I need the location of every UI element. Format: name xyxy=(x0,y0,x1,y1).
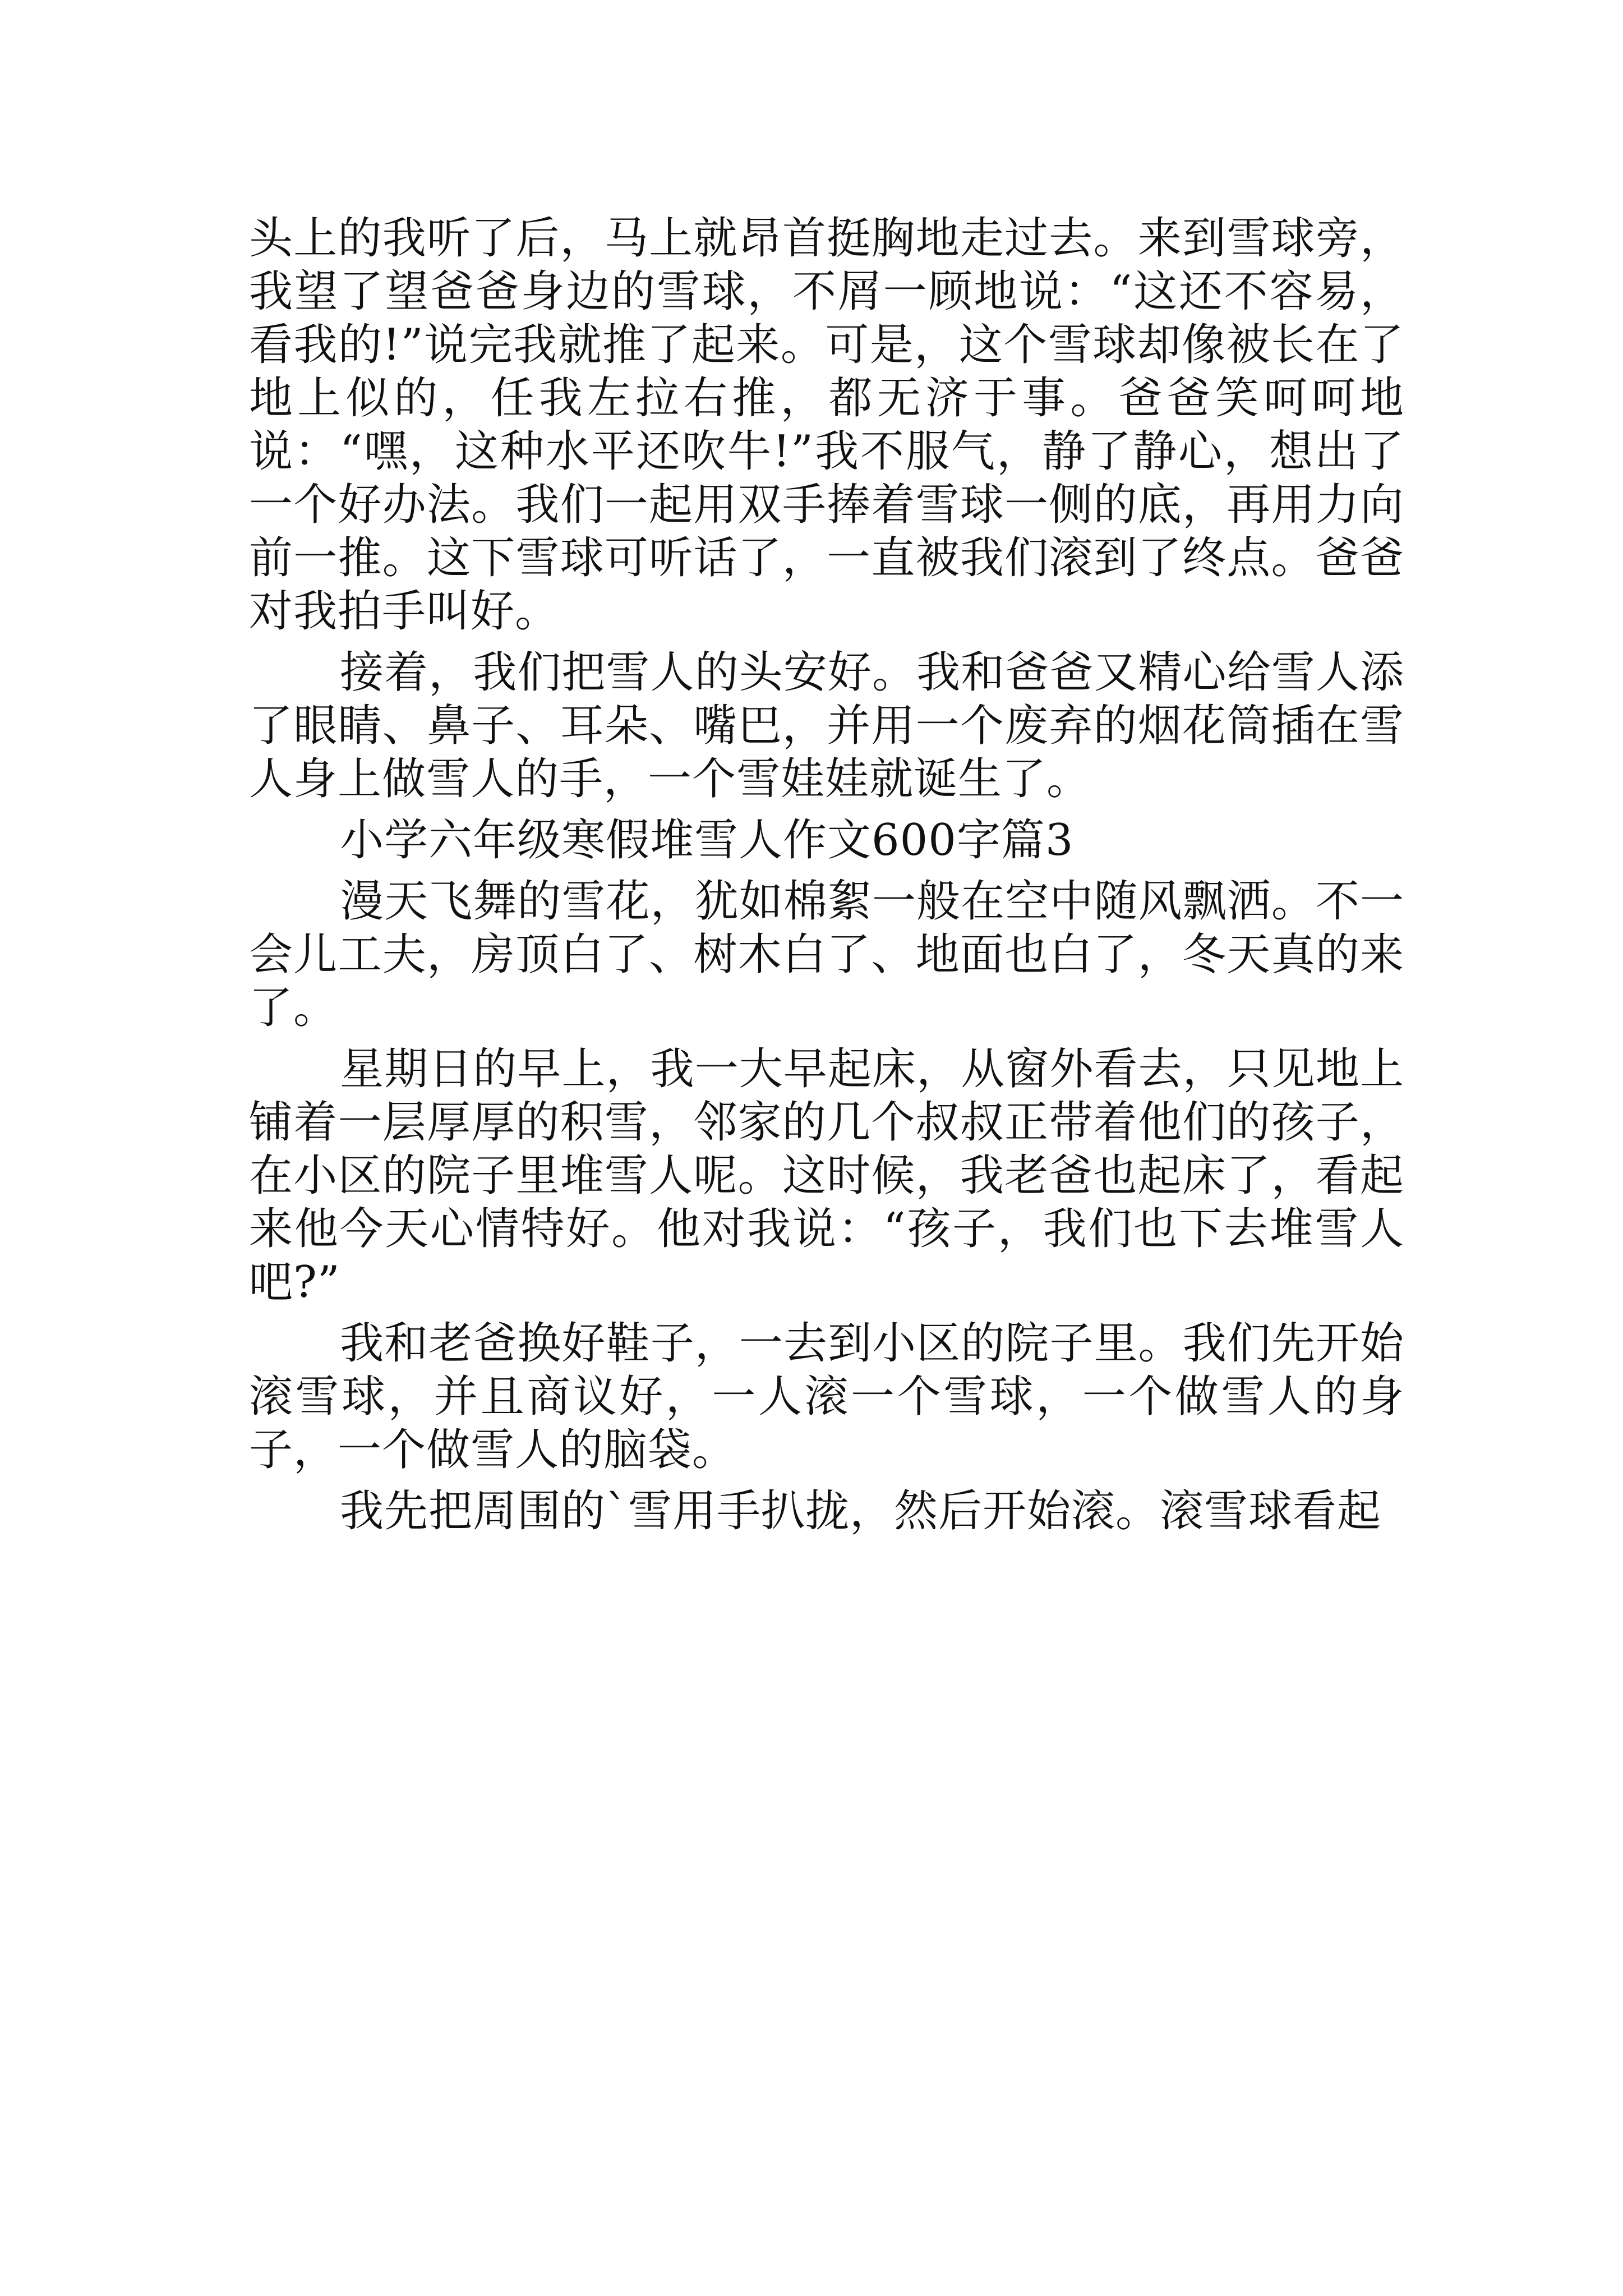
paragraph: 漫天飞舞的雪花，犹如棉絮一般在空中随风飘洒。不一会儿工夫，房顶白了、树木白了、地面也白了，冬天真的来了。 xyxy=(249,876,1404,1033)
paragraph: 我和老爸换好鞋子，一去到小区的院子里。我们先开始滚雪球，并且商议好，一人滚一个雪球，一个做雪人的身子，一个做雪人的脑袋。 xyxy=(249,1318,1404,1475)
paragraph: 我先把周围的`雪用手扒拢，然后开始滚。滚雪球看起 xyxy=(340,1486,1382,1536)
paragraph: 星期日的早上，我一大早起床，从窗外看去，只见地上铺着一层厚厚的积雪，邻家的几个叔叔正带着他们的孩子，在小区的院子里堆雪人呢。这时候，我老爸也起床了，看起来他今天心情特好。他对我说：“孩子，我们也下去堆雪人吧?” xyxy=(249,1044,1404,1308)
paragraph: 接着，我们把雪人的头安好。我和爸爸又精心给雪人添了眼睛、鼻子、耳朵、嘴巴，并用一个废弃的烟花筒插在雪人身上做雪人的手，一个雪娃娃就诞生了。 xyxy=(249,647,1404,804)
document-body xyxy=(249,212,1404,1546)
paragraph-continuation: 头上的我听了后，马上就昂首挺胸地走过去。来到雪球旁，我望了望爸爸身边的雪球，不屑一顾地说：“这还不容易，看我的!”说完我就推了起来。可是，这个雪球却像被长在了地上似的，任我左拉右推，都无济于事。爸爸笑呵呵地说：“嘿，这种水平还吹牛!”我不服气，静了静心，想出了一个好办法。我们一起用双手捧着雪球一侧的底，再用力向前一推。这下雪球可听话了，一直被我们滚到了终点。爸爸对我拍手叫好。 xyxy=(249,213,1404,637)
section-heading: 小学六年级寒假堆雪人作文600字篇3 xyxy=(340,815,1074,866)
